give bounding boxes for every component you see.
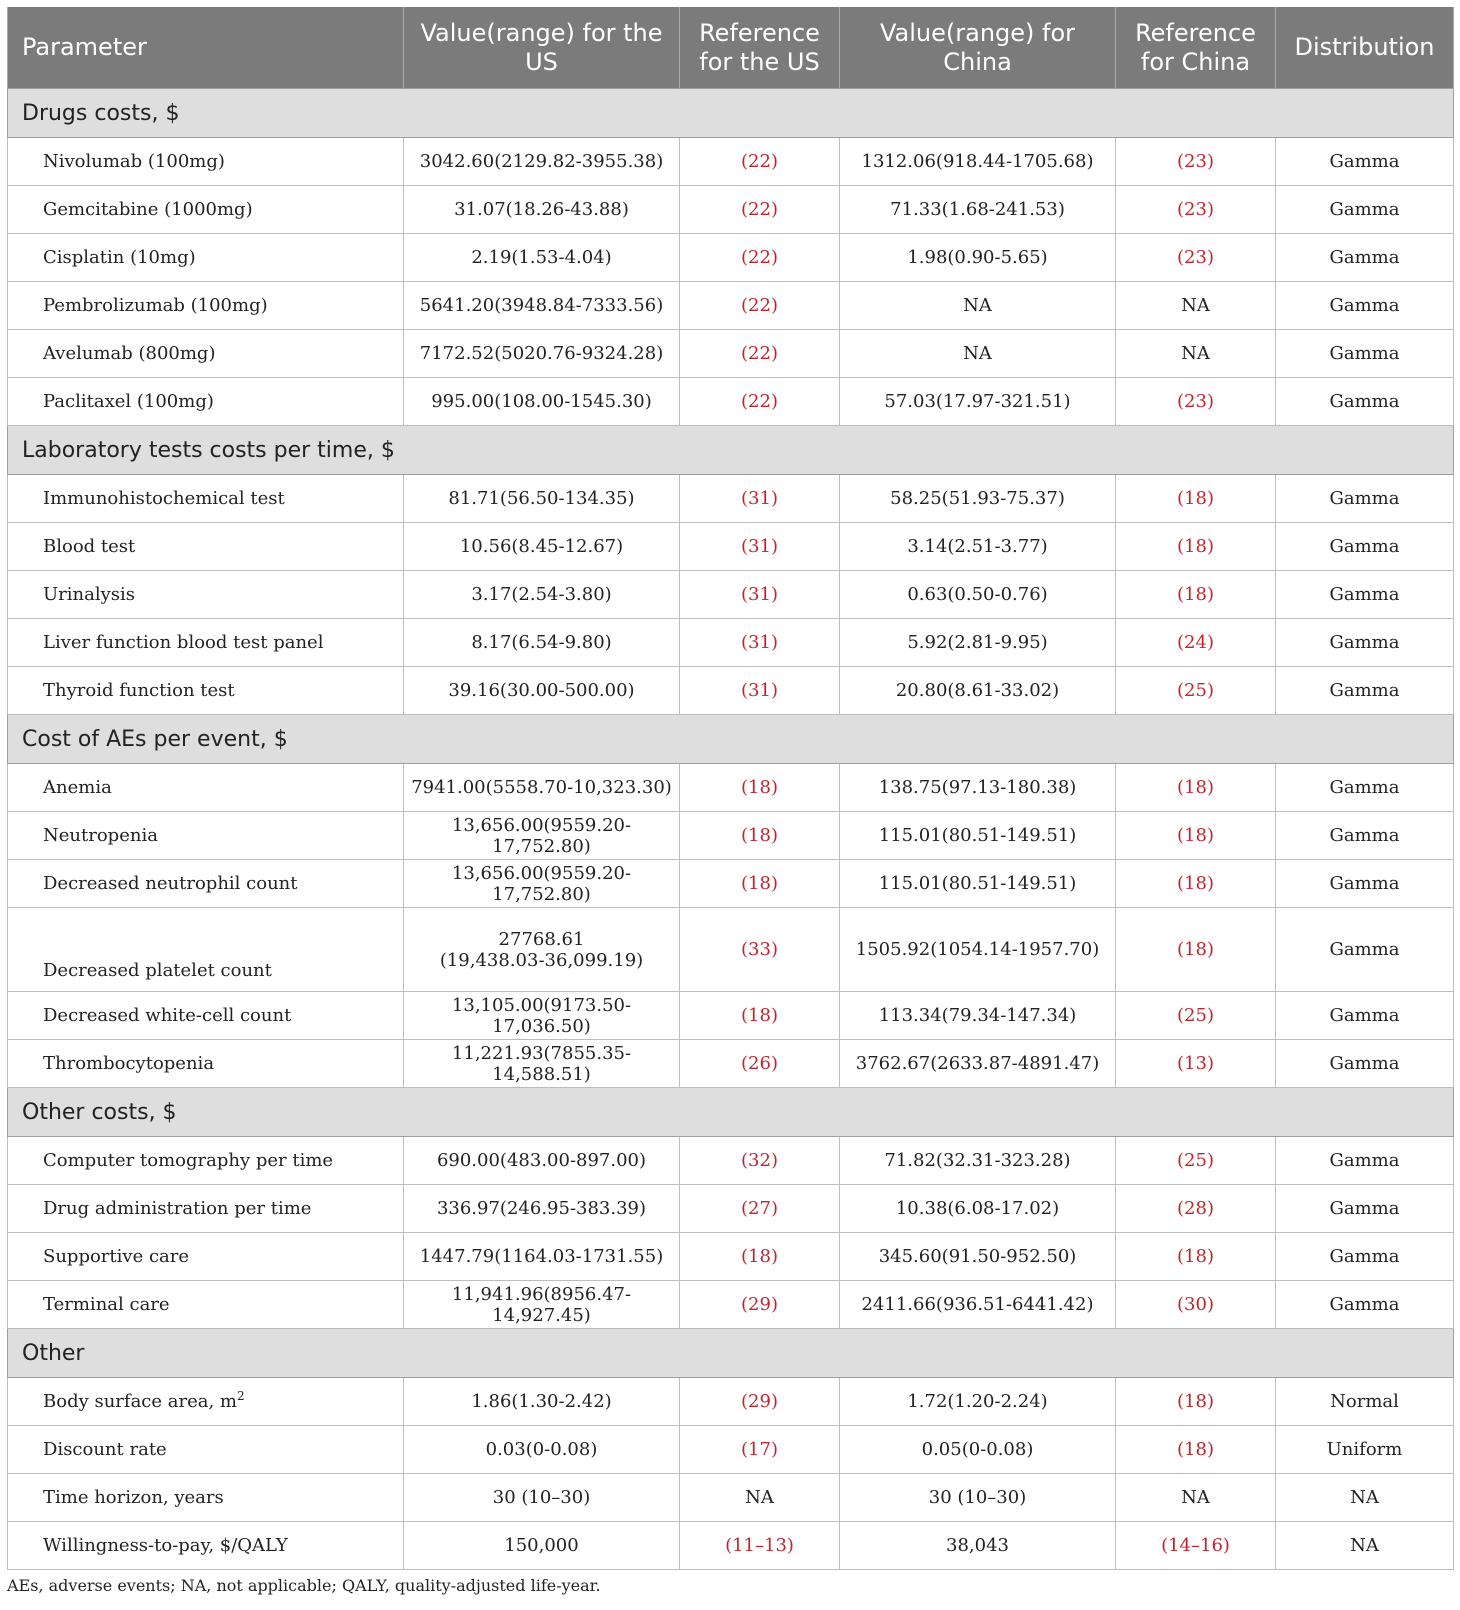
reference-us: (29) <box>680 1281 840 1329</box>
parameter-name <box>8 234 404 282</box>
reference-china: NA <box>1116 282 1276 330</box>
parameter-name-text: Decreased white-cell count <box>43 1005 292 1026</box>
reference-link[interactable]: 23 <box>1184 247 1207 268</box>
reference-link[interactable]: 25 <box>1184 1005 1207 1026</box>
section-title: Laboratory tests costs per time, $ <box>8 426 1454 475</box>
reference-china: (30) <box>1116 1281 1276 1329</box>
distribution: Gamma <box>1276 571 1454 619</box>
reference-link[interactable]: 23 <box>1184 199 1207 220</box>
parameters-table-container <box>7 7 1453 1570</box>
value-china: 115.01(80.51-149.51) <box>840 812 1116 860</box>
reference-us: (31) <box>680 619 840 667</box>
section-title: Cost of AEs per event, $ <box>8 715 1454 764</box>
value-us-text: 13,105.00(9173.50-17,036.50) <box>451 994 632 1037</box>
parameter-name-text: Computer tomography per time <box>43 1150 334 1171</box>
parameter-name-text: Discount rate <box>43 1439 167 1460</box>
reference-china: (25) <box>1116 667 1276 715</box>
table-row <box>8 1474 1454 1522</box>
reference-link[interactable]: 18 <box>1184 825 1207 846</box>
reference-china: (18) <box>1116 1233 1276 1281</box>
header-value-china: Value(range) for China <box>840 7 1116 89</box>
value-us-text: 81.71(56.50-134.35) <box>448 488 635 509</box>
value-us <box>404 282 680 330</box>
table-row <box>8 571 1454 619</box>
value-us-range: (19,438.03-36,099.19) <box>439 949 644 971</box>
distribution: Gamma <box>1276 992 1454 1040</box>
parameter-name <box>8 764 404 812</box>
value-us <box>404 330 680 378</box>
value-china: 1312.06(918.44-1705.68) <box>840 138 1116 186</box>
distribution: Gamma <box>1276 908 1454 992</box>
value-china: 138.75(97.13-180.38) <box>840 764 1116 812</box>
parameter-name <box>8 812 404 860</box>
value-us <box>404 523 680 571</box>
value-us-text: 150,000 <box>504 1535 579 1556</box>
distribution: NA <box>1276 1522 1454 1570</box>
table-row <box>8 378 1454 426</box>
parameter-name <box>8 667 404 715</box>
reference-us: (18) <box>680 992 840 1040</box>
parameter-name-text: Liver function blood test panel <box>43 632 324 653</box>
table-row <box>8 1378 1454 1426</box>
value-china: 115.01(80.51-149.51) <box>840 860 1116 908</box>
section-row <box>8 1088 1454 1137</box>
parameter-name <box>8 1281 404 1329</box>
section-row <box>8 715 1454 764</box>
table-row <box>8 1137 1454 1185</box>
header-row <box>8 7 1454 89</box>
distribution: Gamma <box>1276 282 1454 330</box>
parameter-name-text: Blood test <box>43 536 136 557</box>
reference-china: (23) <box>1116 378 1276 426</box>
value-china: 113.34(79.34-147.34) <box>840 992 1116 1040</box>
value-us-text: 690.00(483.00-897.00) <box>436 1150 647 1171</box>
distribution: Gamma <box>1276 1185 1454 1233</box>
reference-china: (23) <box>1116 234 1276 282</box>
section-title: Other <box>8 1329 1454 1378</box>
reference-china: (18) <box>1116 523 1276 571</box>
value-china: 57.03(17.97-321.51) <box>840 378 1116 426</box>
parameter-name-text: Avelumab (800mg) <box>43 343 216 364</box>
reference-link[interactable]: 23 <box>1184 391 1207 412</box>
reference-link[interactable]: 14–16 <box>1168 1535 1223 1556</box>
value-us <box>404 1474 680 1522</box>
value-us-text: 39.16(30.00-500.00) <box>448 680 635 701</box>
superscript: 2 <box>237 1389 245 1403</box>
value-china: 71.33(1.68-241.53) <box>840 186 1116 234</box>
reference-link[interactable]: 18 <box>1184 1391 1207 1412</box>
reference-us: (22) <box>680 138 840 186</box>
reference-china: (23) <box>1116 186 1276 234</box>
value-us-text: 11,941.96(8956.47-14,927.45) <box>451 1283 632 1326</box>
value-us <box>404 1233 680 1281</box>
reference-link[interactable]: 18 <box>1184 488 1207 509</box>
section-row <box>8 1329 1454 1378</box>
parameter-name <box>8 1233 404 1281</box>
reference-link[interactable]: 22 <box>748 199 771 220</box>
value-us-text: 13,656.00(9559.20-17,752.80) <box>451 862 632 905</box>
reference-us: (18) <box>680 812 840 860</box>
parameter-name <box>8 138 404 186</box>
table-row <box>8 1040 1454 1088</box>
value-us-text: 2.19(1.53-4.04) <box>471 247 612 268</box>
value-us <box>404 1378 680 1426</box>
reference-us: (22) <box>680 234 840 282</box>
parameter-name <box>8 330 404 378</box>
reference-link[interactable]: 22 <box>748 247 771 268</box>
reference-china: (18) <box>1116 1378 1276 1426</box>
reference-link[interactable]: 18 <box>748 1005 771 1026</box>
reference-link[interactable]: 28 <box>1184 1198 1207 1219</box>
table-row <box>8 764 1454 812</box>
reference-us: (18) <box>680 1233 840 1281</box>
value-us <box>404 812 680 860</box>
distribution: Normal <box>1276 1378 1454 1426</box>
parameter-name <box>8 1378 404 1426</box>
reference-link[interactable]: 17 <box>748 1439 771 1460</box>
value-us <box>404 186 680 234</box>
distribution: Gamma <box>1276 619 1454 667</box>
parameter-name <box>8 378 404 426</box>
table-row <box>8 619 1454 667</box>
value-us-text: 31.07(18.26-43.88) <box>454 199 629 220</box>
reference-link[interactable]: 22 <box>748 151 771 172</box>
reference-us: (26) <box>680 1040 840 1088</box>
distribution: Gamma <box>1276 1233 1454 1281</box>
value-us-text: 27768.61 <box>498 928 585 950</box>
reference-link[interactable]: 18 <box>1184 536 1207 557</box>
reference-link[interactable]: 31 <box>748 680 771 701</box>
reference-us: (18) <box>680 764 840 812</box>
header-ref-us: Reference for the US <box>680 7 840 89</box>
reference-china: (13) <box>1116 1040 1276 1088</box>
reference-link[interactable]: 18 <box>1184 777 1207 798</box>
reference-us: (18) <box>680 860 840 908</box>
value-us-text: 7172.52(5020.76-9324.28) <box>419 343 664 364</box>
reference-link[interactable]: 24 <box>1184 632 1207 653</box>
parameter-name-text: Decreased neutrophil count <box>43 873 298 894</box>
header-distribution: Distribution <box>1276 7 1454 89</box>
reference-link[interactable]: 32 <box>748 1150 771 1171</box>
reference-link[interactable]: 18 <box>748 825 771 846</box>
value-us-text: 8.17(6.54-9.80) <box>471 632 612 653</box>
distribution: Gamma <box>1276 860 1454 908</box>
parameter-name <box>8 1426 404 1474</box>
value-us <box>404 764 680 812</box>
reference-china: (28) <box>1116 1185 1276 1233</box>
parameter-name <box>8 860 404 908</box>
parameter-name-text: Immunohistochemical test <box>43 488 285 509</box>
reference-us: (31) <box>680 571 840 619</box>
distribution: Gamma <box>1276 234 1454 282</box>
reference-link[interactable]: 18 <box>1184 939 1207 960</box>
parameter-name-text: Pembrolizumab (100mg) <box>43 295 268 316</box>
parameter-name <box>8 475 404 523</box>
reference-link[interactable]: 18 <box>748 777 771 798</box>
reference-china: (14–16) <box>1116 1522 1276 1570</box>
value-china: 3762.67(2633.87-4891.47) <box>840 1040 1116 1088</box>
reference-link[interactable]: 31 <box>748 488 771 509</box>
table-row <box>8 330 1454 378</box>
parameter-name-text: Neutropenia <box>43 825 158 846</box>
value-china: 5.92(2.81-9.95) <box>840 619 1116 667</box>
value-china: 2411.66(936.51-6441.42) <box>840 1281 1116 1329</box>
section-title: Drugs costs, $ <box>8 89 1454 138</box>
value-us-text: 336.97(246.95-383.39) <box>436 1198 647 1219</box>
parameter-name-text: Gemcitabine (1000mg) <box>43 199 253 220</box>
value-us <box>404 571 680 619</box>
parameter-name <box>8 908 404 992</box>
distribution: Gamma <box>1276 1137 1454 1185</box>
reference-china: (24) <box>1116 619 1276 667</box>
distribution: Gamma <box>1276 812 1454 860</box>
section-row <box>8 89 1454 138</box>
reference-china: (18) <box>1116 812 1276 860</box>
value-us <box>404 1281 680 1329</box>
table-footnote: AEs, adverse events; NA, not applicable; QALY, quality-adjusted life-year. <box>7 1576 601 1595</box>
value-us <box>404 1040 680 1088</box>
reference-link[interactable]: 11–13 <box>732 1535 787 1556</box>
reference-link[interactable]: 18 <box>1184 873 1207 894</box>
value-china: 0.05(0-0.08) <box>840 1426 1116 1474</box>
distribution: Gamma <box>1276 330 1454 378</box>
distribution: Gamma <box>1276 186 1454 234</box>
value-us <box>404 475 680 523</box>
distribution: Gamma <box>1276 764 1454 812</box>
reference-link[interactable]: 27 <box>748 1198 771 1219</box>
reference-china: (23) <box>1116 138 1276 186</box>
parameter-name-text: Anemia <box>43 777 112 798</box>
value-china: 30 (10–30) <box>840 1474 1116 1522</box>
parameter-name <box>8 571 404 619</box>
reference-us: (22) <box>680 378 840 426</box>
parameter-name-text: Body surface area, m <box>43 1391 237 1412</box>
parameter-name <box>8 523 404 571</box>
reference-us: (22) <box>680 186 840 234</box>
distribution: Gamma <box>1276 1281 1454 1329</box>
reference-link[interactable]: 18 <box>1184 1246 1207 1267</box>
value-us <box>404 1426 680 1474</box>
section-row <box>8 426 1454 475</box>
parameter-name-text: Willingness-to-pay, $/QALY <box>43 1535 288 1556</box>
parameter-name <box>8 619 404 667</box>
value-us-text: 10.56(8.45-12.67) <box>459 536 624 557</box>
table-row <box>8 1522 1454 1570</box>
value-us-text: 7941.00(5558.70-10,323.30) <box>411 777 672 798</box>
value-china: 1505.92(1054.14-1957.70) <box>840 908 1116 992</box>
distribution: Gamma <box>1276 378 1454 426</box>
distribution: Gamma <box>1276 475 1454 523</box>
parameter-name-text: Terminal care <box>43 1294 170 1315</box>
reference-us: (32) <box>680 1137 840 1185</box>
parameter-name-text: Urinalysis <box>43 584 136 605</box>
value-us <box>404 619 680 667</box>
value-us <box>404 138 680 186</box>
table-row <box>8 1233 1454 1281</box>
value-us-text: 11,221.93(7855.35-14,588.51) <box>451 1042 632 1085</box>
parameter-name-text: Thyroid function test <box>43 680 235 701</box>
reference-us: (27) <box>680 1185 840 1233</box>
reference-china: (18) <box>1116 908 1276 992</box>
parameter-name-text: Time horizon, years <box>43 1487 224 1508</box>
reference-us: (29) <box>680 1378 840 1426</box>
table-row <box>8 667 1454 715</box>
value-us-text: 1447.79(1164.03-1731.55) <box>419 1246 664 1267</box>
value-us-text: 13,656.00(9559.20-17,752.80) <box>451 814 632 857</box>
parameter-name <box>8 186 404 234</box>
parameter-name-text: Drug administration per time <box>43 1198 312 1219</box>
value-china: 1.98(0.90-5.65) <box>840 234 1116 282</box>
reference-china: (18) <box>1116 764 1276 812</box>
value-us <box>404 1522 680 1570</box>
reference-us: (11–13) <box>680 1522 840 1570</box>
value-china: 71.82(32.31-323.28) <box>840 1137 1116 1185</box>
reference-us: (31) <box>680 475 840 523</box>
reference-link[interactable]: 22 <box>748 391 771 412</box>
value-china: 10.38(6.08-17.02) <box>840 1185 1116 1233</box>
value-us <box>404 1185 680 1233</box>
value-china: 345.60(91.50-952.50) <box>840 1233 1116 1281</box>
value-us-text: 995.00(108.00-1545.30) <box>431 391 652 412</box>
parameter-name <box>8 1040 404 1088</box>
parameter-name-text: Cisplatin (10mg) <box>43 247 196 268</box>
reference-us: (22) <box>680 330 840 378</box>
reference-us: (17) <box>680 1426 840 1474</box>
parameter-name-text: Nivolumab (100mg) <box>43 151 225 172</box>
value-china: 38,043 <box>840 1522 1116 1570</box>
reference-link[interactable]: 33 <box>748 939 771 960</box>
reference-link[interactable]: 25 <box>1184 1150 1207 1171</box>
reference-link[interactable]: 31 <box>748 584 771 605</box>
value-china: 20.80(8.61-33.02) <box>840 667 1116 715</box>
table-row <box>8 1281 1454 1329</box>
reference-link[interactable]: 18 <box>1184 1439 1207 1460</box>
table-row <box>8 234 1454 282</box>
value-us <box>404 234 680 282</box>
reference-us: (31) <box>680 667 840 715</box>
parameters-table <box>7 7 1454 1570</box>
reference-link[interactable]: 13 <box>1184 1053 1207 1074</box>
reference-china: (18) <box>1116 571 1276 619</box>
value-us <box>404 860 680 908</box>
reference-link[interactable]: 18 <box>1184 584 1207 605</box>
distribution: Gamma <box>1276 523 1454 571</box>
value-us-text: 30 (10–30) <box>492 1487 591 1508</box>
distribution: NA <box>1276 1474 1454 1522</box>
section-title: Other costs, $ <box>8 1088 1454 1137</box>
table-row <box>8 1426 1454 1474</box>
reference-link[interactable]: 18 <box>748 1246 771 1267</box>
reference-link[interactable]: 22 <box>748 295 771 316</box>
header-parameter: Parameter <box>8 7 404 89</box>
value-us-text: 0.03(0-0.08) <box>485 1439 598 1460</box>
reference-link[interactable]: 29 <box>748 1294 771 1315</box>
reference-link[interactable]: 31 <box>748 536 771 557</box>
value-us-text: 3.17(2.54-3.80) <box>471 584 612 605</box>
reference-link[interactable]: 23 <box>1184 151 1207 172</box>
parameter-name <box>8 1137 404 1185</box>
table-row <box>8 812 1454 860</box>
reference-china: (18) <box>1116 1426 1276 1474</box>
reference-link[interactable]: 22 <box>748 343 771 364</box>
reference-china: NA <box>1116 330 1276 378</box>
reference-link[interactable]: 30 <box>1184 1294 1207 1315</box>
reference-us: NA <box>680 1474 840 1522</box>
value-us-text: 1.86(1.30-2.42) <box>471 1391 612 1412</box>
value-us <box>404 667 680 715</box>
value-china: 0.63(0.50-0.76) <box>840 571 1116 619</box>
reference-us: (22) <box>680 282 840 330</box>
parameter-name <box>8 1185 404 1233</box>
table-row <box>8 992 1454 1040</box>
table-row <box>8 860 1454 908</box>
header-ref-china: Reference for China <box>1116 7 1276 89</box>
table-row <box>8 523 1454 571</box>
table-row <box>8 282 1454 330</box>
table-body <box>8 89 1454 1570</box>
reference-link[interactable]: 29 <box>748 1391 771 1412</box>
distribution: Gamma <box>1276 1040 1454 1088</box>
table-row <box>8 1185 1454 1233</box>
parameter-name <box>8 1474 404 1522</box>
reference-china: NA <box>1116 1474 1276 1522</box>
parameter-name <box>8 992 404 1040</box>
reference-us: (31) <box>680 523 840 571</box>
value-us <box>404 378 680 426</box>
value-china: 1.72(1.20-2.24) <box>840 1378 1116 1426</box>
table-row <box>8 475 1454 523</box>
parameter-name-text: Supportive care <box>43 1246 190 1267</box>
reference-china: (18) <box>1116 860 1276 908</box>
parameter-name-text: Decreased platelet count <box>43 960 272 981</box>
distribution: Gamma <box>1276 138 1454 186</box>
reference-us: (33) <box>680 908 840 992</box>
value-us <box>404 908 680 992</box>
reference-link[interactable]: 18 <box>748 873 771 894</box>
parameter-name-text: Thrombocytopenia <box>43 1053 215 1074</box>
table-row <box>8 908 1454 992</box>
parameter-name-text: Paclitaxel (100mg) <box>43 391 214 412</box>
reference-china: (25) <box>1116 992 1276 1040</box>
reference-link[interactable]: 31 <box>748 632 771 653</box>
reference-china: (18) <box>1116 475 1276 523</box>
distribution: Gamma <box>1276 667 1454 715</box>
value-us <box>404 992 680 1040</box>
reference-link[interactable]: 26 <box>748 1053 771 1074</box>
value-china: NA <box>840 282 1116 330</box>
value-china: NA <box>840 330 1116 378</box>
table-row <box>8 186 1454 234</box>
value-us <box>404 1137 680 1185</box>
value-china: 3.14(2.51-3.77) <box>840 523 1116 571</box>
parameter-name <box>8 1522 404 1570</box>
distribution: Uniform <box>1276 1426 1454 1474</box>
table-row <box>8 138 1454 186</box>
reference-link[interactable]: 25 <box>1184 680 1207 701</box>
parameter-name <box>8 282 404 330</box>
reference-china: (25) <box>1116 1137 1276 1185</box>
value-us-text: 5641.20(3948.84-7333.56) <box>419 295 664 316</box>
header-value-us: Value(range) for the US <box>404 7 680 89</box>
value-us-text: 3042.60(2129.82-3955.38) <box>419 151 664 172</box>
value-china: 58.25(51.93-75.37) <box>840 475 1116 523</box>
